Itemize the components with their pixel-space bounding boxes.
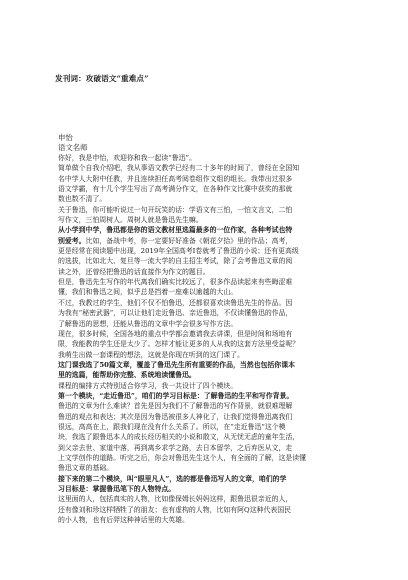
text-line: [58, 194, 358, 204]
text-line: [58, 505, 358, 515]
text-line: [58, 370, 358, 380]
text-run: 还有像刘和珍这样牺牲了的朋友；也有虚构的人物，比如有阿Q这种代表国民: [58, 505, 292, 514]
text-line: [58, 225, 358, 235]
text-run: 我萌生出做一套课程的想法，这就是你现在听到的这门课了。: [58, 350, 245, 359]
text-run: 不过，我教过的学生，他们不仅不怕鲁迅，还都很喜欢读鲁迅先生的作品。因: [58, 298, 293, 307]
text-line: [58, 298, 358, 308]
text-line: [58, 319, 358, 329]
body-text: [58, 153, 358, 525]
text-line: [58, 236, 358, 246]
text-line: [58, 205, 358, 215]
text-line: [58, 360, 358, 370]
text-line: [58, 494, 358, 504]
text-line: [58, 463, 358, 473]
text-line: [58, 422, 358, 432]
text-run: 鲁迅的观点和表达；其次是因为鲁迅被很多人神化了，让我们觉得鲁迅离我们: [58, 412, 293, 421]
text-line: [58, 215, 358, 225]
text-run: 比如，备战中考，你一定要好好准备《朝花夕拾》里的作品；高考，: [85, 236, 293, 245]
author-title: 语文名师: [58, 143, 88, 152]
text-run: 了解鲁迅的思想，还能从鲁迅的文章中学会很多写作方法。: [58, 319, 238, 328]
bold-text-run: 里的选篇，能帮助你完整、系统地读懂鲁迅。: [58, 371, 196, 380]
text-run: 但是，鲁迅先生写作的年代离我们确实比较远了，很多作品读起来有些晦涩难: [58, 278, 293, 287]
text-run: 鲁迅文章的基础。: [58, 464, 114, 473]
text-line: [58, 163, 358, 173]
bold-text-run: 别爱考。: [58, 236, 86, 245]
text-line: [58, 432, 358, 442]
text-line: [58, 256, 358, 266]
text-line: [58, 474, 358, 484]
text-line: [58, 391, 358, 401]
text-line: [58, 350, 358, 360]
text-line: [58, 246, 358, 256]
bold-text-run: 第一个模块，“走近鲁迅”，咱们的学习目标是：了解鲁迅的生平和写作背景。: [58, 391, 294, 400]
text-run: 的小人物，也有后羿这种神话里的大英雄。: [58, 516, 189, 525]
bold-text-run: 从小学到中学，鲁迅都是你的语文教材里选篇最多的一位作家，各种考试也特: [58, 226, 293, 235]
text-run: 到父亲去世、家道中落，再到离乡求学之路，去日本留学，之后弃医从文，走: [58, 443, 293, 452]
text-run: 鲁迅的文章为什么难读？首先是因为我们不了解鲁迅的写作背景，就很难理解: [58, 402, 293, 411]
text-run: 数也数不清了。: [58, 195, 107, 204]
text-line: [58, 329, 358, 339]
text-run: 现在，很多时候，全国各地的重点中学都会邀请我去讲课，但是时间和场地有: [58, 329, 293, 338]
text-line: [58, 443, 358, 453]
text-line: [58, 381, 358, 391]
text-line: [58, 308, 358, 318]
text-run: 块，我选了跟鲁迅本人的成长经历相关的小说和散文，从无忧无虑的童年生活，: [58, 433, 300, 442]
text-run: 写作文，三怕周树人。周树人就是鲁迅先生嘛。: [58, 216, 203, 225]
bold-text-run: 习目标是：掌握鲁迅笔下的人物特点。: [58, 485, 176, 493]
text-line: [58, 412, 358, 422]
text-line: [58, 515, 358, 525]
text-run: 为我有“秘密武器”，可以让他们走近鲁迅、亲近鲁迅，不仅读懂鲁迅的作品，: [58, 309, 293, 318]
bold-text-run: 这门课我选了50篇文章，覆盖了鲁迅先生所有重要的作品，当然也包括你课本: [58, 360, 295, 369]
text-line: [58, 287, 358, 297]
text-run: 名中学人大附中任教，并且连续担任高考阅卷组作文组的组长。我带出过很多: [58, 174, 293, 183]
text-run: 懂，我们和鲁迅之间，似乎总是挡着一座难以逾越的大山。: [58, 288, 238, 297]
text-line: [58, 339, 358, 349]
text-line: [58, 184, 358, 194]
text-line: [58, 267, 358, 277]
text-run: 这里面的人，包括真实的人物，比如像保姆长妈妈这样，跟鲁迅很亲近的人，: [58, 495, 293, 504]
author-block: [58, 133, 358, 153]
text-run: 的选拔，比如北大、复旦等一流大学的自主招生考试，除了会考鲁迅文章的阅: [58, 257, 293, 266]
document-title: 发刊词：攻破语文“重难点”: [55, 74, 149, 83]
author-name: 申怡: [58, 133, 73, 142]
bold-text-run: 接下来的第二个模块，叫“眼里凡人”，选的都是鲁迅写人的文章，咱们的学: [58, 474, 287, 483]
text-run: 限，我能教的学生还是太少了。怎样才能让更多的人从我的这套方法里受益呢？: [58, 340, 300, 349]
text-line: [58, 277, 358, 287]
text-run: 课程的编排方式特别适合你学习，我一共设计了四个模块。: [58, 381, 238, 390]
text-line: [58, 484, 358, 494]
text-line: [58, 174, 358, 184]
text-run: 语文学霸，有十几个学生写出了高考满分作文，在各种作文比赛中获奖的那就: [58, 185, 293, 194]
text-run: 关于鲁迅，你可能听说过一句开玩笑的话：学语文有三怕，一怕文言文，二怕: [58, 205, 293, 214]
text-run: 简单做个自我介绍吧，我从事语文教学已经有二十多年的时间了，曾经在全国知: [58, 164, 300, 173]
text-run: 更是经常在阅读题中出现，2019年全国高考Ⅰ卷就考了鲁迅的小说；还有更高级: [58, 247, 299, 256]
text-line: [58, 401, 358, 411]
text-run: 你好，我是申怡，欢迎你和我一起读“鲁迅”。: [58, 154, 196, 162]
text-run: 很远，高高在上，跟我们现在没有什么关系了。所以，在“走近鲁迅”这个模: [58, 422, 286, 431]
text-line: [58, 153, 358, 163]
text-run: 上文学创作的道路。听完之后，你会对鲁迅先生这个人，有全面的了解，这是读懂: [58, 453, 307, 462]
text-run: 读之外，还曾经把鲁迅的话直接作为作文的题目。: [58, 267, 210, 276]
text-line: [58, 453, 358, 463]
